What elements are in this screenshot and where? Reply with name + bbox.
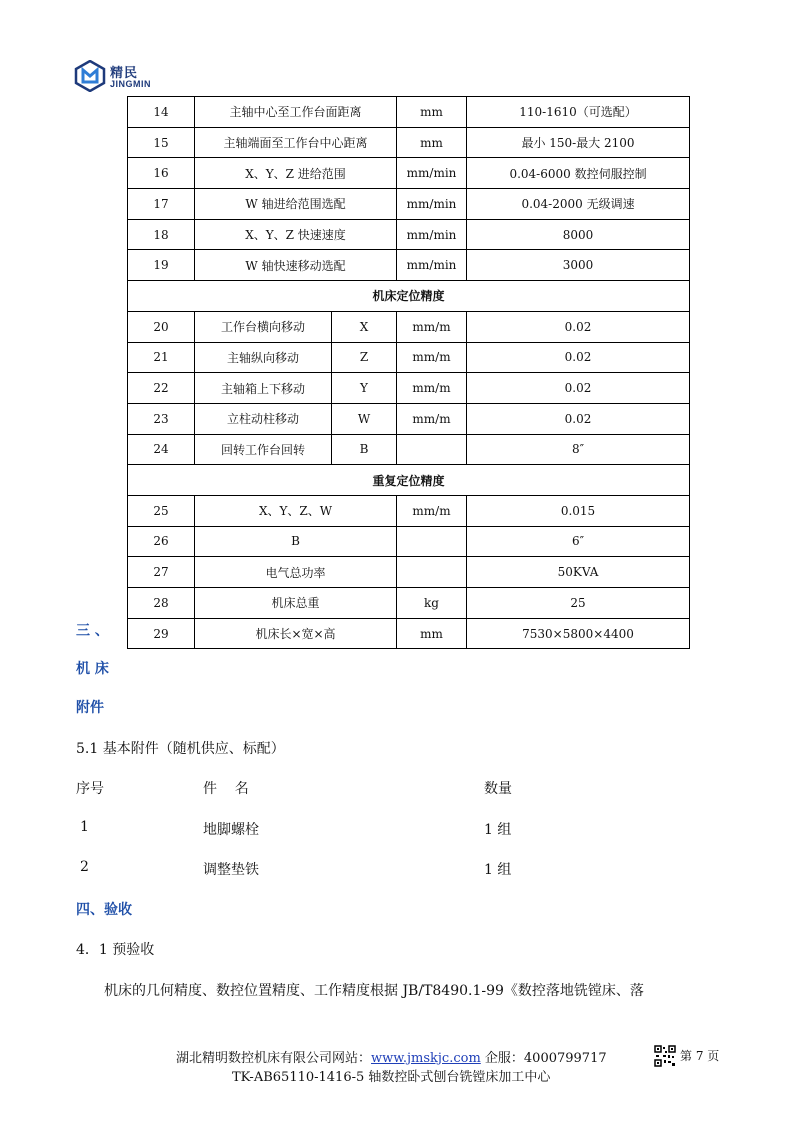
accessory-row-name: 调整垫铁: [203, 862, 259, 878]
logo-text-cn: 精民: [110, 66, 139, 81]
accessory-row-qty: 1 组: [484, 822, 512, 838]
table-row: 25 X、Y、Z、W mm/m 0.015: [128, 495, 690, 526]
table-row: 24 回转工作台回转 B 8″: [128, 434, 690, 465]
body-paragraph: 机床的几何精度、数控位置精度、工作精度根据 JB/T8490.1-99《数控落地铣镗床、落: [104, 983, 644, 999]
col-header-name: 件 名: [203, 781, 249, 797]
table-row: 14 主轴中心至工作台面距离 mm 110-1610（可选配）: [128, 97, 690, 128]
table-row: 20 工作台横向移动 X mm/m 0.02: [128, 311, 690, 342]
table-row: 28 机床总重 kg 25: [128, 588, 690, 619]
page-number: 第 7 页: [680, 1049, 720, 1063]
accessory-row-name: 地脚螺栓: [203, 822, 259, 838]
table-row: 19 W 轴快速移动选配 mm/min 3000: [128, 250, 690, 281]
table-row: 18 X、Y、Z 快速速度 mm/min 8000: [128, 219, 690, 250]
table-row: 27 电气总功率 50KVA: [128, 557, 690, 588]
col-header-qty: 数量: [484, 781, 512, 797]
table-row: 23 立柱动柱移动 W mm/m 0.02: [128, 403, 690, 434]
section-title-positioning: 机床定位精度: [128, 281, 690, 312]
table-row: 16 X、Y、Z 进给范围 mm/min 0.04-6000 数控伺服控制: [128, 158, 690, 189]
section-heading-3-part3: 附件: [76, 700, 104, 716]
accessory-row-qty: 1 组: [484, 862, 512, 878]
table-row: 26 B 6″: [128, 526, 690, 557]
col-header-no: 序号: [76, 781, 104, 797]
logo-hexagon-icon: [74, 60, 106, 92]
footer-company: 湖北精明数控机床有限公司网站：: [176, 1051, 372, 1066]
section-heading-3-part2: 机 床: [76, 661, 109, 677]
accessory-title: 5.1 基本附件（随机供应、标配）: [76, 741, 285, 757]
section-title-repeat: 重复定位精度: [128, 465, 690, 496]
accessory-row-no: 1: [80, 819, 89, 835]
table-row: 29 机床长×宽×高 mm 7530×5800×4400: [128, 618, 690, 649]
spec-table: [127, 96, 690, 649]
table-row: 22 主轴箱上下移动 Y mm/m 0.02: [128, 373, 690, 404]
qr-code-icon: [654, 1045, 676, 1067]
footer-contact: [176, 1047, 607, 1066]
footer-service: 企服：4000799717: [480, 1051, 607, 1066]
table-row: 21 主轴纵向移动 Z mm/m 0.02: [128, 342, 690, 373]
footer-website-link[interactable]: www.jmskjc.com: [371, 1051, 481, 1066]
subsection-4-1: 4．1 预验收: [76, 942, 155, 958]
section-heading-3-part1: 三 、: [76, 623, 109, 639]
section-heading-4: 四、验收: [76, 902, 132, 918]
accessory-row-no: 2: [80, 859, 89, 875]
table-row: 15 主轴端面至工作台中心距离 mm 最小 150-最大 2100: [128, 127, 690, 158]
table-row: 17 W 轴进给范围选配 mm/min 0.04-2000 无级调速: [128, 189, 690, 220]
company-logo: [74, 58, 164, 98]
footer-model: TK-AB65110-1416-5 轴数控卧式刨台铣镗床加工中心: [232, 1070, 551, 1085]
section-row: [128, 465, 690, 496]
section-row: [128, 281, 690, 312]
logo-text-en: JINGMIN: [110, 79, 152, 89]
